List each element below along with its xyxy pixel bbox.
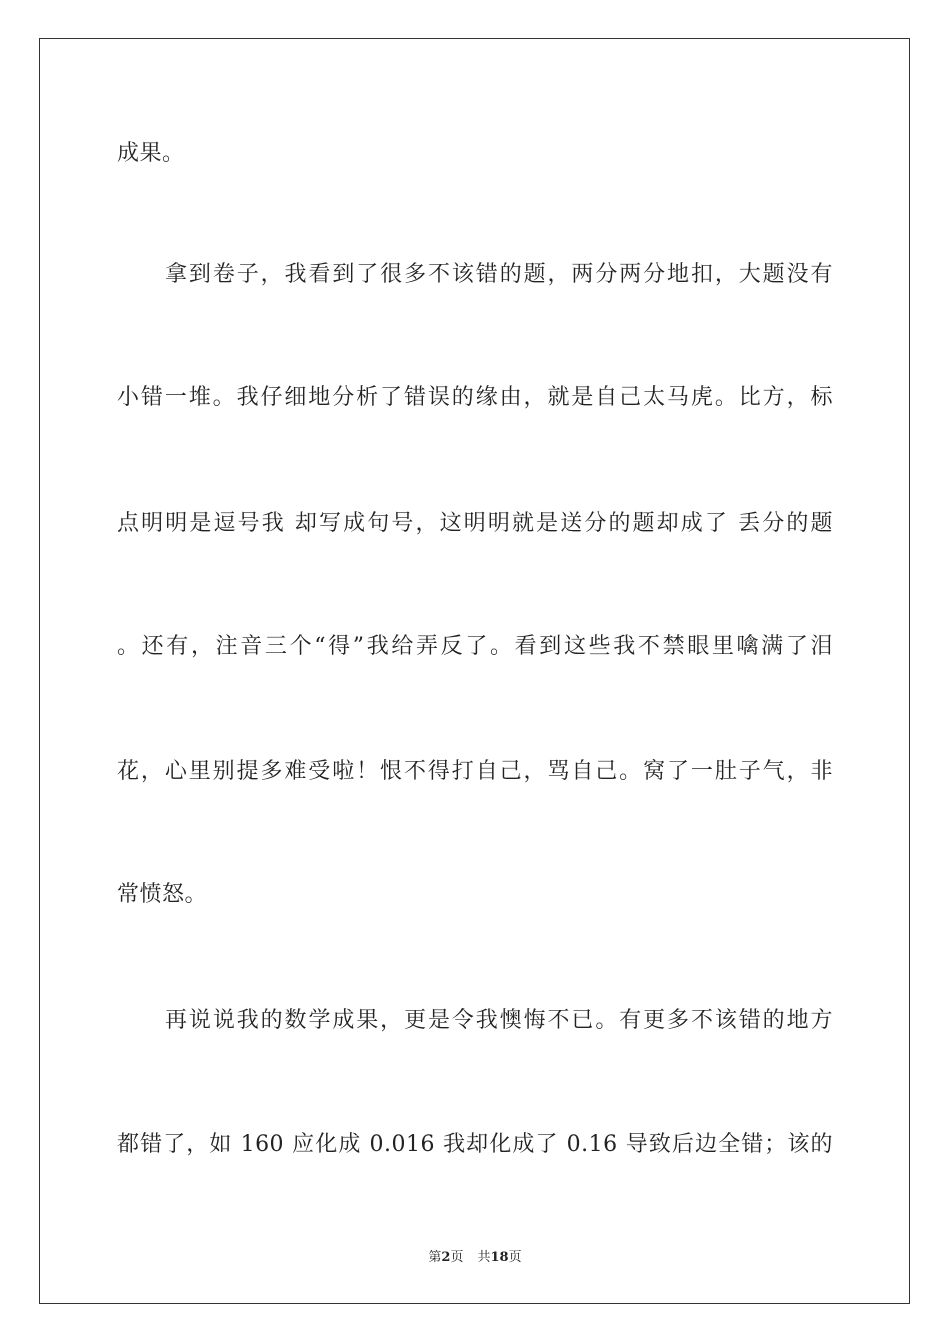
text-line-2: 拿到卷子，我看到了很多不该错的题，两分两分地扣，大题没有 [165,262,833,287]
text-line-7: 常愤怒。 [117,882,208,907]
page-footer [0,1246,950,1265]
footer-total-prefix: 共 [477,1250,491,1265]
text-line-8: 再说说我的数学成果，更是令我懊悔不已。有更多不该错的地方 [165,1008,833,1033]
footer-total-suffix: 页 [508,1250,522,1265]
footer-total-pages: 18 [490,1250,509,1265]
text-line-4: 点明明是逗号我 却写成句号，这明明就是送分的题却成了 丢分的题 [117,511,833,536]
text-line-6: 花，心里别提多难受啦！恨不得打自己，骂自己。窝了一肚子气，非 [117,759,833,784]
text-line-5: 。还有，注音三个“得”我给弄反了。看到这些我不禁眼里噙满了泪 [117,634,833,659]
page-border [39,38,910,1304]
text-line-3: 小错一堆。我仔细地分析了错误的缘由，就是自己太马虎。比方，标 [117,385,833,410]
text-line-1: 成果。 [117,141,185,166]
footer-page-prefix: 第 [428,1250,442,1265]
text-line-9: 都错了，如 160 应化成 0.016 我却化成了 0.16 导致后边全错；该的 [117,1132,833,1157]
footer-page-suffix: 页 [450,1250,464,1265]
footer-page-number: 2 [441,1250,451,1265]
